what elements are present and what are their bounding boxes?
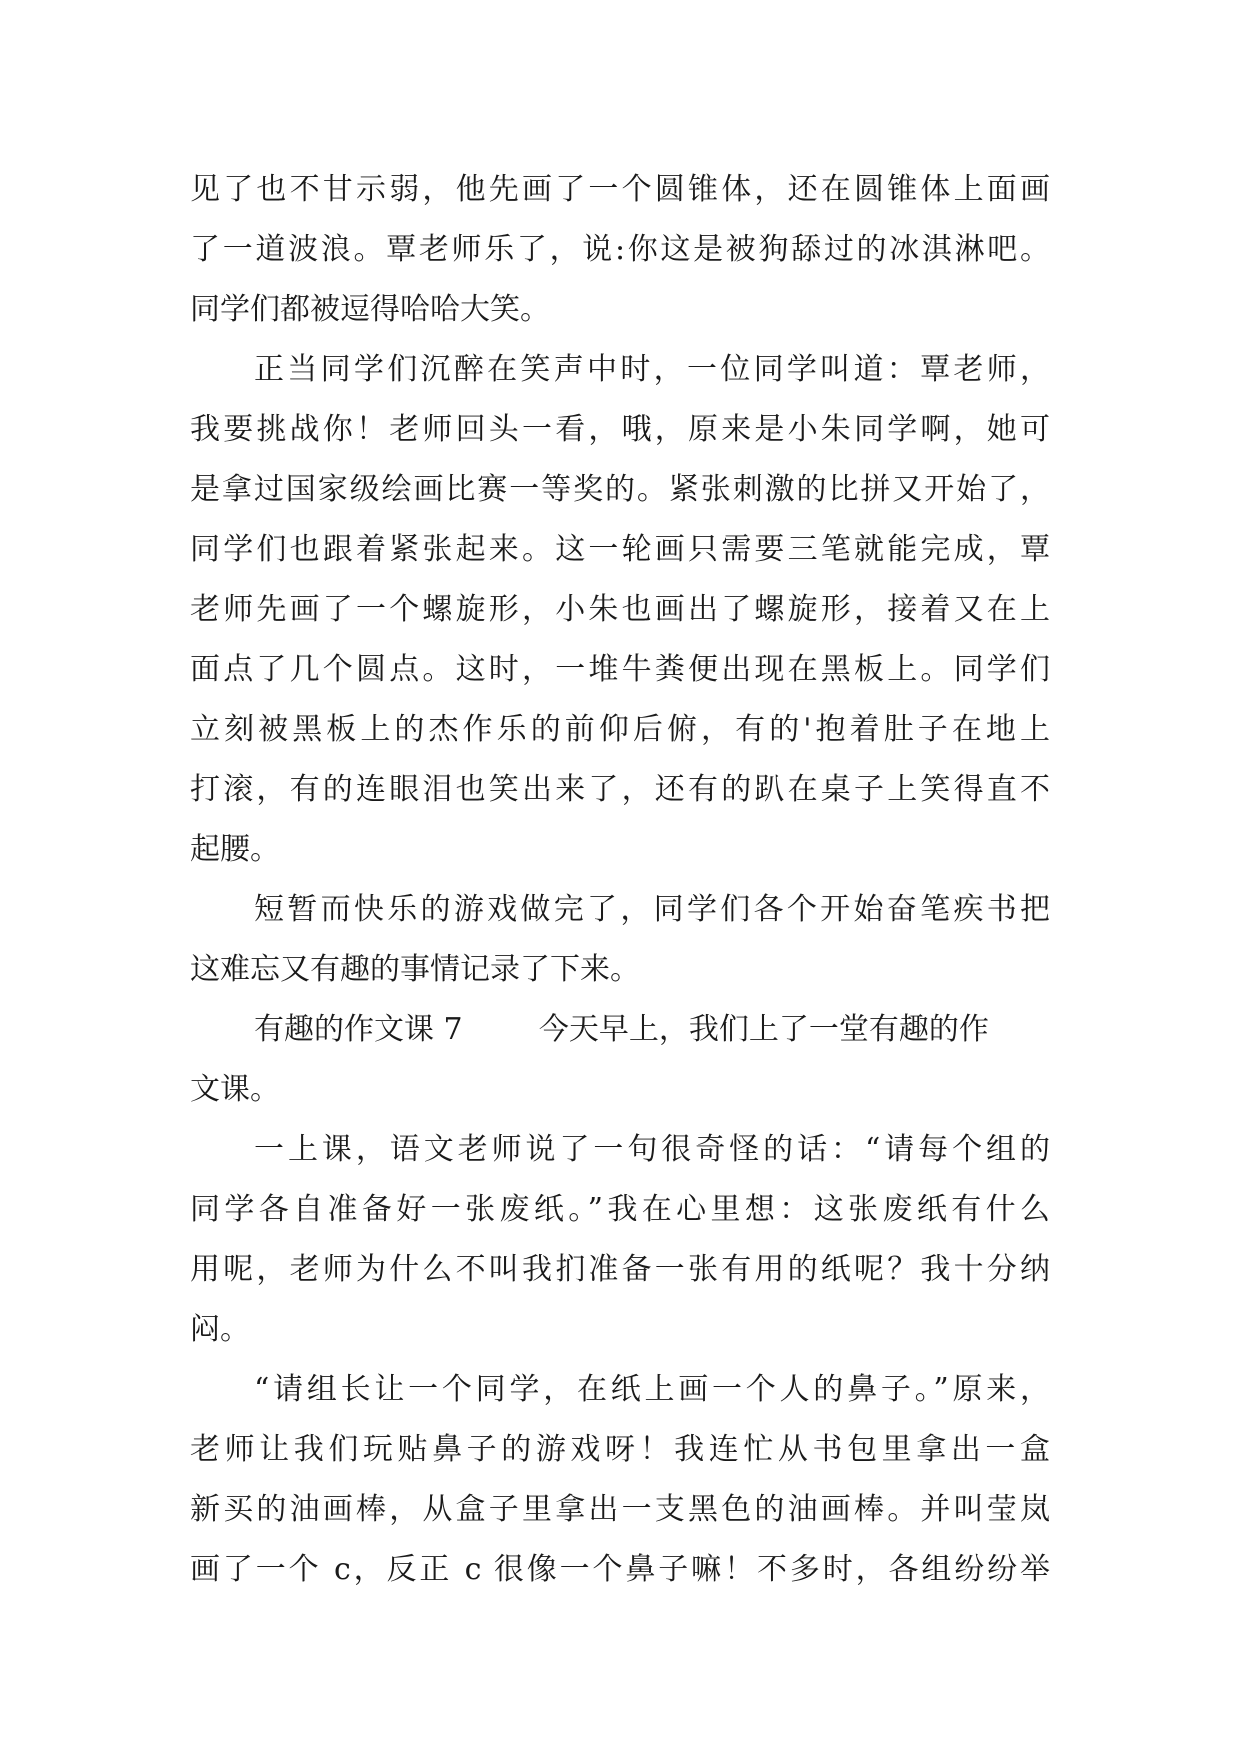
paragraph-3 bbox=[190, 880, 1050, 1000]
text-line: 同学各自准备好一张废纸。”我在心里想：这张废纸有什么 bbox=[190, 1192, 1050, 1227]
paragraph-1 bbox=[190, 160, 1050, 340]
text-line: 立刻被黑板上的杰作乐的前仰后俯，有的'抱着肚子在地上 bbox=[190, 712, 1050, 747]
text-line: 新买的油画棒，从盒子里拿出一支黑色的油画棒。并叫莹岚 bbox=[190, 1492, 1050, 1527]
paragraph-6 bbox=[190, 1360, 1050, 1600]
text-line: 老师让我们玩贴鼻子的游戏呀！我连忙从书包里拿出一盒 bbox=[190, 1432, 1050, 1467]
text-line: 同学们也跟着紧张起来。这一轮画只需要三笔就能完成，覃 bbox=[190, 532, 1050, 567]
text-line: 这难忘又有趣的事情记录了下来。 bbox=[190, 952, 640, 987]
text-line: 见了也不甘示弱，他先画了一个圆锥体，还在圆锥体上面画 bbox=[190, 172, 1050, 207]
text-line: 短暂而快乐的游戏做完了，同学们各个开始奋笔疾书把 bbox=[254, 892, 1050, 927]
body-text bbox=[190, 160, 1050, 1600]
text-line: 有趣的作文课 7 今天早上，我们上了一堂有趣的作 bbox=[254, 1012, 989, 1047]
text-line: 了一道波浪。覃老师乐了，说:你这是被狗舔过的冰淇淋吧。 bbox=[190, 232, 1050, 267]
text-line: 文课。 bbox=[190, 1072, 280, 1107]
text-line: 一上课，语文老师说了一句很奇怪的话：“请每个组的 bbox=[254, 1132, 1050, 1167]
text-line: 闷。 bbox=[190, 1312, 250, 1347]
text-line: “请组长让一个同学，在纸上画一个人的鼻子。”原来， bbox=[254, 1372, 1050, 1407]
text-line: 正当同学们沉醉在笑声中时，一位同学叫道：覃老师， bbox=[254, 352, 1050, 387]
text-line: 是拿过国家级绘画比赛一等奖的。紧张刺激的比拼又开始了， bbox=[190, 472, 1050, 507]
paragraph-4 bbox=[190, 1000, 1050, 1120]
text-line: 用呢，老师为什么不叫我扪准备一张有用的纸呢？我十分纳 bbox=[190, 1252, 1050, 1287]
paragraph-5 bbox=[190, 1120, 1050, 1360]
text-line: 起腰。 bbox=[190, 832, 280, 867]
text-line: 打滚，有的连眼泪也笑出来了，还有的趴在桌子上笑得直不 bbox=[190, 772, 1050, 807]
text-line: 画了一个 c，反正 c 很像一个鼻子嘛！不多时，各组纷纷举 bbox=[190, 1552, 1050, 1587]
text-line: 我要挑战你！老师回头一看，哦，原来是小朱同学啊，她可 bbox=[190, 412, 1050, 447]
text-line: 老师先画了一个螺旋形，小朱也画出了螺旋形，接着又在上 bbox=[190, 592, 1050, 627]
text-line: 面点了几个圆点。这时，一堆牛粪便出现在黑板上。同学们 bbox=[190, 652, 1050, 687]
text-line: 同学们都被逗得哈哈大笑。 bbox=[190, 292, 550, 327]
paragraph-2 bbox=[190, 340, 1050, 880]
